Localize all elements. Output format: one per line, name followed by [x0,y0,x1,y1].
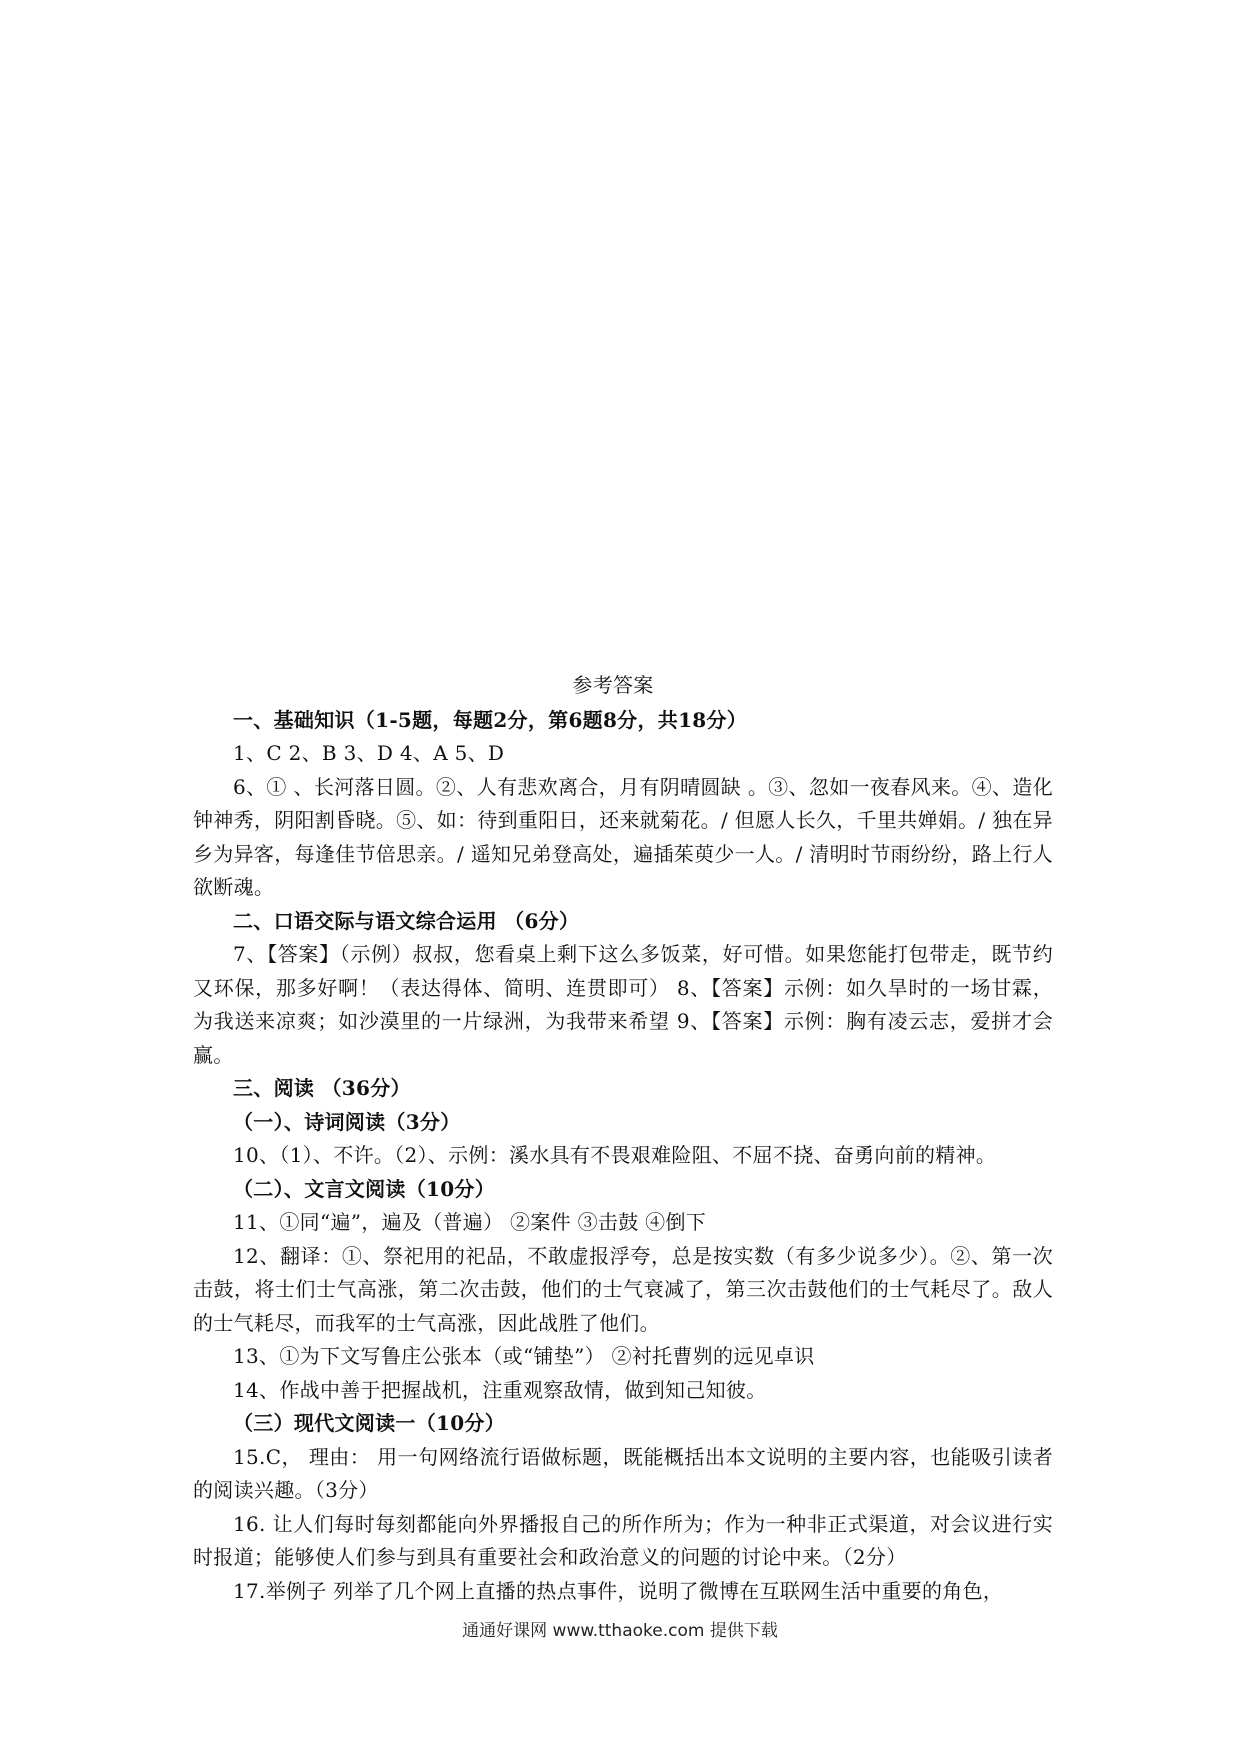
section-heading-oral-communication: 二、口语交际与语文综合运用 （6分） [233,908,580,933]
answer-key-content [193,669,1053,1608]
answer-12: 12、翻译：①、祭祀用的祀品，不敢虚报浮夸，总是按实数（有多少说多少）。②、第一次击鼓，将士们士气高涨，第二次击鼓，他们的士气衰减了，第三次击鼓他们的士气耗尽了。敌人的士气耗尽，而我军的士气高涨，因此战胜了他们。 [193,1243,1053,1335]
subheading-modern-text: （三）现代文阅读一（10分） [233,1411,506,1435]
answers-7-9: 7、【答案】（示例）叔叔，您看桌上剩下这么多饭菜，好可惜。如果您能打包带走，既节约又环保，那多好啊！（表达得体、简明、连贯即可） 8、【答案】示例：如久旱时的一场甘霖，为我送来凉爽；如沙漠里的一片绿洲，为我带来希望 9、【答案】示例：胸有凌云志，爱拼才会赢。 [193,942,1053,1067]
document-title: 参考答案 [572,673,654,697]
answer-13: 13、①为下文写鲁庄公张本（或“铺垫”） ②衬托曹刿的远见卓识 [233,1344,815,1368]
answer-6: 6、① 、长河落日圆。②、人有悲欢离合，月有阴晴圆缺 。③、忽如一夜春风来。④、造化钟神秀，阴阳割昏晓。⑤、如：待到重阳日，还来就菊花。/ 但愿人长久，千里共婵娟。/ 独在异乡为异客，每逢佳节倍思亲。/ 遥知兄弟登高处，遍插茱萸少一人。/ 清明时节雨纷纷，路上行人欲断魂。 [193,774,1053,899]
answer-16: 16. 让人们每时每刻都能向外界播报自己的所作所为；作为一种非正式渠道，对会议进行实时报道；能够使人们参与到具有重要社会和政治意义的问题的讨论中来。（2分） [193,1511,1053,1569]
answer-10: 10、（1）、不许。（2）、示例：溪水具有不畏艰难险阻、不屈不挠、奋勇向前的精神。 [233,1143,997,1167]
answer-11: 11、①同“遍”，遍及（普遍） ②案件 ③击鼓 ④倒下 [233,1210,707,1234]
answer-17: 17.举例子 列举了几个网上直播的热点事件，说明了微博在互联网生活中重要的角色， [233,1578,1004,1603]
section-heading-reading: 三、阅读 （36分） [233,1076,411,1100]
answer-14: 14、作战中善于把握战机，注重观察敌情，做到知己知彼。 [233,1377,767,1402]
subheading-poetry-reading: （一）、诗词阅读（3分） [233,1109,461,1134]
section-heading-basic-knowledge: 一、基础知识（1-5题，每题2分，第6题8分，共18分） [233,707,748,732]
page-footer: 通通好课网 www.tthaoke.com 提供下载 [462,1621,778,1641]
answer-15: 15.C， 理由： 用一句网络流行语做标题，既能概括出本文说明的主要内容，也能吸引读者的阅读兴趣。（3分） [193,1444,1053,1502]
answers-1-5: 1、C 2、B 3、D 4、A 5、D [233,741,505,765]
subheading-classical-chinese: （二）、文言文阅读（10分） [233,1176,496,1201]
